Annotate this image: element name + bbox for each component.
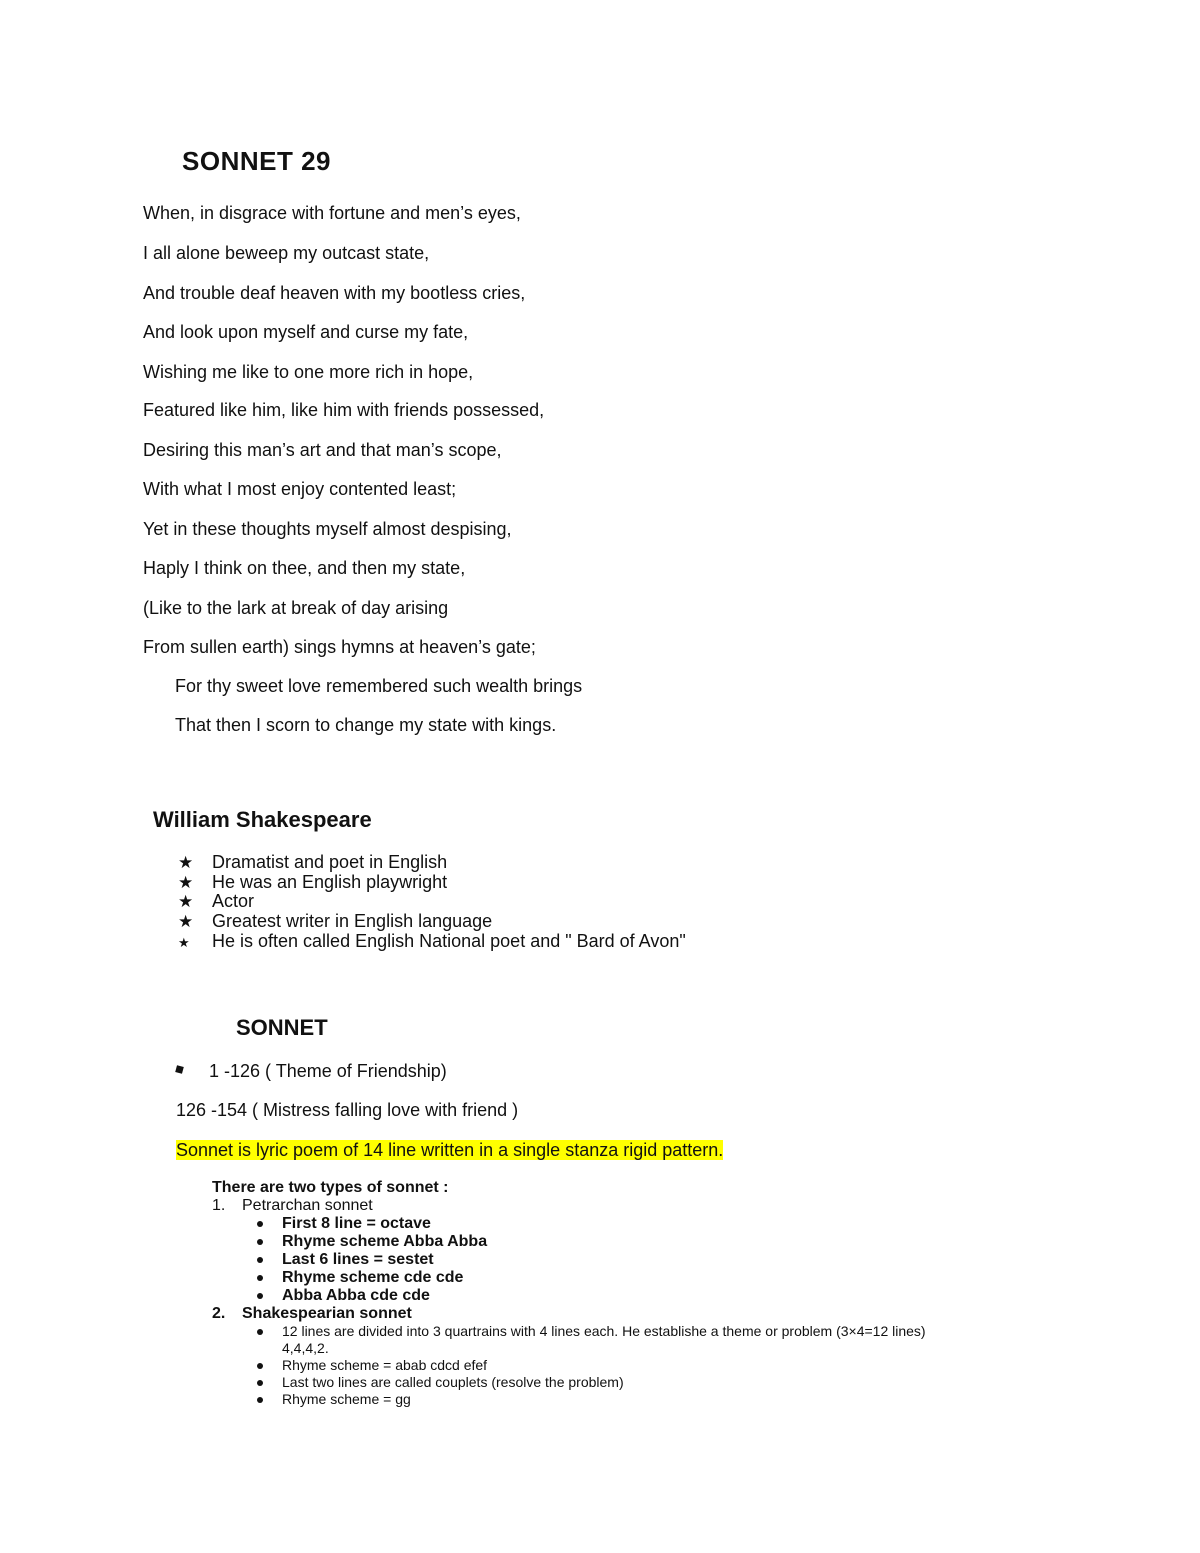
- poem-line: Wishing me like to one more rich in hope,: [143, 362, 474, 382]
- bullet-icon: [257, 1380, 263, 1386]
- list-item: [212, 1215, 926, 1233]
- poem-line: Desiring this man’s art and that man’s scope,: [143, 440, 502, 460]
- bullet-icon: [257, 1257, 263, 1263]
- poem-line: With what I most enjoy contented least;: [143, 479, 457, 499]
- star-icon: ★: [178, 935, 190, 950]
- theme-text: 1 -126 ( Theme of Friendship): [209, 1061, 447, 1081]
- point-text: First 8 line = octave: [282, 1215, 431, 1232]
- type-name: Petrarchan sonnet: [242, 1197, 373, 1214]
- poem-line: When, in disgrace with fortune and men’s eyes,: [143, 203, 521, 223]
- poem-line: Featured like him, like him with friends possessed,: [143, 400, 545, 420]
- theme-item: 126 -154 ( Mistress falling love with friend ): [176, 1100, 519, 1120]
- bullet-icon: [257, 1221, 263, 1227]
- list-item: [212, 1251, 926, 1269]
- list-item: [212, 1269, 926, 1287]
- poem-line: Yet in these thoughts myself almost despising,: [143, 519, 512, 539]
- fact-text: He is often called English National poet and " Bard of Avon": [212, 931, 686, 951]
- point-text: Rhyme scheme Abba Abba: [282, 1233, 488, 1250]
- fact-text: Dramatist and poet in English: [212, 852, 448, 872]
- poem-line: Haply I think on thee, and then my state,: [143, 558, 466, 578]
- list-item: [212, 1323, 926, 1340]
- list-item: [178, 931, 686, 953]
- list-item: [212, 1391, 926, 1408]
- point-text: 12 lines are divided into 3 quartrains with 4 lines each. He establishe a theme or problem (3×4=12 lines): [282, 1323, 926, 1339]
- poem-line: (Like to the lark at break of day arising: [143, 598, 449, 618]
- type-number: 1.: [212, 1197, 226, 1214]
- bullet-icon: [257, 1397, 263, 1403]
- page-title: SONNET 29: [182, 146, 331, 176]
- star-icon: ★: [178, 853, 194, 872]
- list-item: [212, 1357, 926, 1374]
- poem-line: For thy sweet love remembered such wealth brings: [175, 676, 583, 696]
- list-item: [212, 1287, 926, 1305]
- type-number: 2.: [212, 1305, 226, 1322]
- definition-text: [176, 1139, 723, 1161]
- point-text: Rhyme scheme = gg: [282, 1391, 411, 1407]
- sonnet-types: [212, 1179, 926, 1408]
- fact-text: Actor: [212, 891, 255, 911]
- list-item: [212, 1233, 926, 1251]
- bullet-icon: [257, 1363, 263, 1369]
- bullet-icon: [257, 1293, 263, 1299]
- fact-text: Greatest writer in English language: [212, 911, 493, 931]
- poem-line: From sullen earth) sings hymns at heaven’s gate;: [143, 637, 536, 657]
- poem-line: And trouble deaf heaven with my bootless cries,: [143, 283, 526, 303]
- poem-line: That then I scorn to change my state with kings.: [175, 715, 557, 735]
- theme-item: [176, 1060, 447, 1082]
- bullet-icon: [257, 1329, 263, 1335]
- type-name: Shakespearian sonnet: [242, 1305, 412, 1322]
- list-item: [178, 852, 447, 873]
- star-icon: ★: [178, 912, 194, 931]
- point-text: Rhyme scheme = abab cdcd efef: [282, 1357, 488, 1373]
- section-heading: SONNET: [236, 1015, 328, 1040]
- star-icon: ★: [178, 873, 194, 892]
- list-item: [212, 1340, 926, 1357]
- bullet-icon: [257, 1275, 263, 1281]
- list-item: [212, 1374, 926, 1391]
- point-text: 4,4,4,2.: [282, 1340, 329, 1356]
- fact-text: He was an English playwright: [212, 872, 448, 892]
- type-points: [212, 1323, 926, 1408]
- type-item: [212, 1197, 926, 1215]
- type-points: [212, 1215, 926, 1305]
- highlighted-definition: Sonnet is lyric poem of 14 line written in a single stanza rigid pattern.: [176, 1140, 724, 1160]
- point-text: Abba Abba cde cde: [282, 1287, 430, 1304]
- point-text: Last two lines are called couplets (resolve the problem): [282, 1374, 624, 1390]
- list-item: [178, 891, 254, 912]
- type-item: [212, 1305, 926, 1323]
- square-bullet-icon: [175, 1065, 184, 1074]
- point-text: Rhyme scheme cde cde: [282, 1269, 464, 1286]
- point-text: Last 6 lines = sestet: [282, 1251, 434, 1268]
- poem-line: And look upon myself and curse my fate,: [143, 322, 469, 342]
- bullet-icon: [257, 1239, 263, 1245]
- author-heading: William Shakespeare: [153, 807, 372, 832]
- types-heading: There are two types of sonnet :: [212, 1179, 449, 1196]
- star-icon: ★: [178, 892, 194, 911]
- list-item: [178, 911, 492, 932]
- list-item: [178, 872, 447, 893]
- poem-line: I all alone beweep my outcast state,: [143, 243, 430, 263]
